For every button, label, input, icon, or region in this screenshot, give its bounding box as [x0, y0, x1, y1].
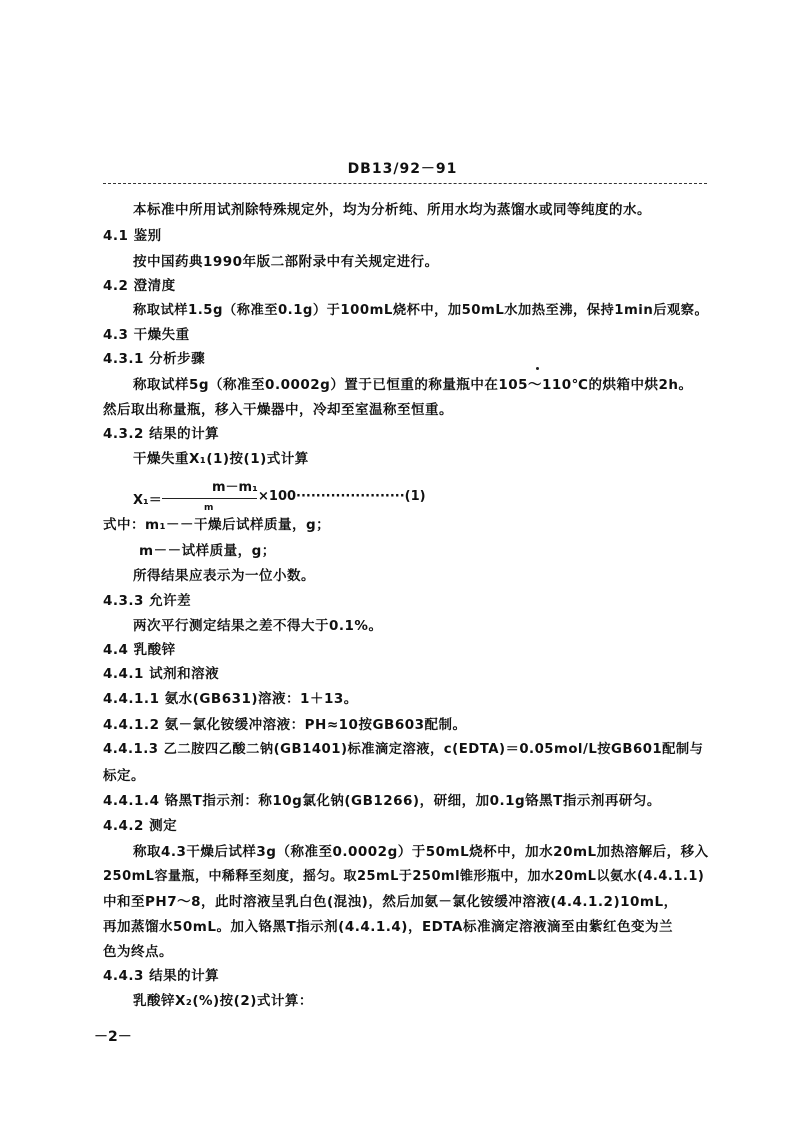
paragraph-determination-4: 再加蒸馏水50mL。加入铬黑T指示剂(4.4.1.4)，EDTA标准滴定溶液滴至由紫红色变为兰 [103, 919, 673, 935]
item-4-4-1-3: 4.4.1.3 乙二胺四乙酸二钠(GB1401)标准滴定溶液，c(EDTA)＝0.05mol/L按GB601配制与 [103, 742, 704, 757]
paragraph-determination-2: 250mL容量瓶，中稀释至刻度，摇匀。取25mL于250ml锥形瓶中，加水20mL以氨水(4.4.1.1) [103, 869, 705, 884]
paragraph-determination-5: 色为终点。 [103, 944, 173, 960]
paragraph-determination-1: 称取4.3干燥后试样3g（称准至0.0002g）于50mL烧杯中，加水20mL加热溶解后，移入 [133, 844, 709, 860]
section-4-4-2-heading: 4.4.2 测定 [103, 818, 178, 834]
item-4-4-1-1: 4.4.1.1 氨水(GB631)溶液：1＋13。 [103, 691, 358, 707]
section-4-1-heading: 4.1 鉴别 [103, 228, 162, 244]
formula-1-numerator: m－m₁ [212, 480, 258, 495]
section-4-4-1-heading: 4.4.1 试剂和溶液 [103, 666, 220, 682]
paragraph-tolerance: 两次平行测定结果之差不得大于0.1%。 [133, 618, 383, 634]
paragraph-zinc-lactate-calc: 乳酸锌X₂(%)按(2)式计算： [133, 993, 313, 1009]
item-4-4-1-3-cont: 标定。 [103, 768, 145, 784]
header-divider [103, 183, 707, 184]
page-number: －2－ [94, 1029, 132, 1045]
formula-1-fraction-bar [162, 498, 257, 499]
paragraph-procedure-1: 称取试样5g（称准至0.0002g）置于已恒重的称量瓶中在105～110℃的烘箱中烘2h。 [133, 377, 693, 393]
section-4-3-heading: 4.3 干燥失重 [103, 327, 190, 343]
paragraph-reagents-note: 本标准中所用试剂除特殊规定外，均为分析纯、所用水均为蒸馏水或同等纯度的水。 [133, 202, 651, 218]
paragraph-result-precision: 所得结果应表示为一位小数。 [133, 568, 315, 584]
formula-1-rhs: ×100······················(1) [258, 489, 426, 504]
section-4-3-3-heading: 4.3.3 允许差 [103, 593, 192, 609]
paragraph-clarity: 称取试样1.5g（称准至0.1g）于100mL烧杯中，加50mL水加热至沸，保持1min后观察。 [133, 303, 709, 318]
formula-legend-m1: 式中：m₁－－干燥后试样质量，g； [103, 517, 331, 533]
section-4-3-1-heading: 4.3.1 分析步骤 [103, 351, 206, 367]
section-4-4-3-heading: 4.4.3 结果的计算 [103, 968, 220, 984]
stray-mark [536, 367, 539, 370]
document-header-id: DB13/92－91 [347, 161, 458, 177]
formula-1-denominator: m [204, 503, 214, 513]
section-4-2-heading: 4.2 澄清度 [103, 278, 176, 294]
paragraph-determination-3: 中和至PH7～8，此时溶液呈乳白色(混浊)，然后加氨－氯化铵缓冲溶液(4.4.1.2)10mL， [103, 894, 678, 910]
paragraph-procedure-2: 然后取出称量瓶，移入干燥器中，冷却至室温称至恒重。 [103, 402, 453, 418]
formula-legend-m: m－－试样质量，g； [139, 543, 276, 559]
item-4-4-1-4: 4.4.1.4 铬黑T指示剂：称10g氯化钠(GB1266)，研细，加0.1g铬黑T指示剂再研匀。 [103, 793, 661, 809]
item-4-4-1-2: 4.4.1.2 氨－氯化铵缓冲溶液：PH≈10按GB603配制。 [103, 717, 467, 733]
paragraph-calc-intro: 干燥失重X₁(1)按(1)式计算 [133, 451, 309, 467]
section-4-3-2-heading: 4.3.2 结果的计算 [103, 426, 220, 442]
section-4-4-heading: 4.4 乳酸锌 [103, 642, 176, 658]
formula-1-lhs: X₁＝ [133, 493, 162, 508]
paragraph-identification: 按中国药典1990年版二部附录中有关规定进行。 [133, 254, 439, 270]
